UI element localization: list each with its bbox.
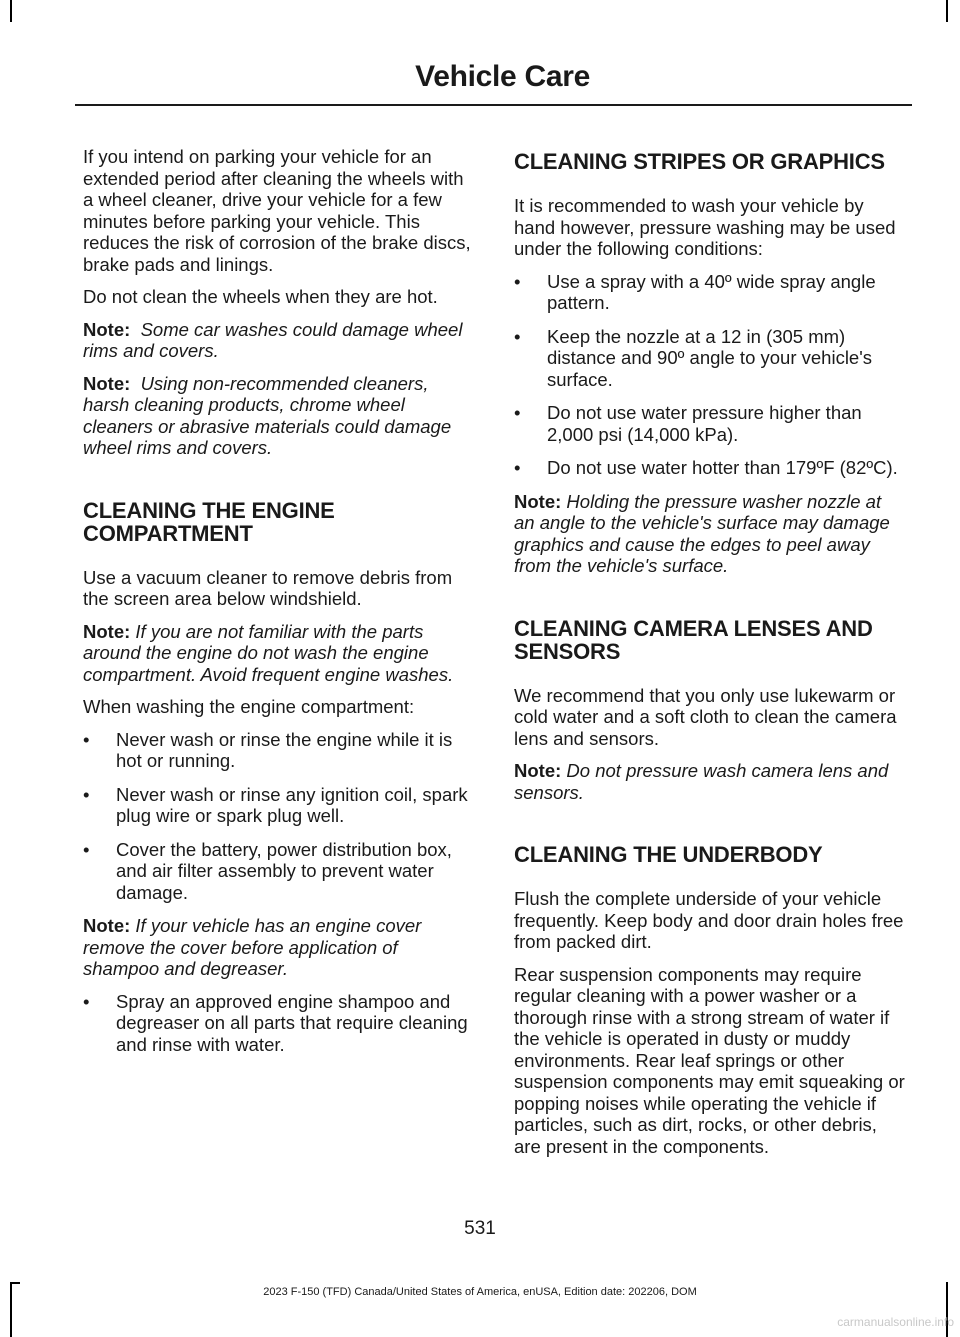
- note-label: Note:: [83, 372, 131, 394]
- note-text: If your vehicle has an engine cover remove the cover before application of shampoo and degreaser.: [83, 915, 422, 979]
- list-item: • Keep the nozzle at a 12 in (305 mm) distance and 90º angle to your vehicle's surface.: [514, 326, 906, 391]
- intro-paragraph: If you intend on parking your vehicle for an extended period after cleaning the wheels with a wheel cleaner, drive your vehicle for a few minutes before parking your vehicle. This reduces the risk of corrosion of the brake discs, brake pads and linings.: [83, 146, 471, 275]
- paragraph: When washing the engine compartment:: [83, 696, 415, 717]
- section-heading-stripes: CLEANING STRIPES OR GRAPHICS: [514, 149, 885, 174]
- section-heading-engine: CLEANING THE ENGINE COMPARTMENT: [83, 497, 335, 546]
- note: [83, 373, 475, 459]
- note-text: Do not pressure wash camera lens and sensors.: [514, 760, 889, 803]
- note-text: If you are not familiar with the parts around the engine do not wash the engine compartment. Avoid frequent engine washes.: [83, 620, 454, 685]
- page-title: Vehicle Care: [415, 60, 590, 93]
- section-heading-underbody: CLEANING THE UNDERBODY: [514, 842, 823, 867]
- list-item: • Do not use water pressure higher than 2,000 psi (14,000 kPa).: [514, 402, 906, 445]
- paragraph: It is recommended to wash your vehicle by hand however, pressure washing may be used under the following conditions:: [514, 195, 896, 259]
- note-text: Using non-recommended cleaners, harsh cleaning products, chrome wheel cleaners or abrasive materials could damage wheel rims and covers.: [83, 372, 452, 458]
- note: [514, 491, 906, 577]
- note-text: Some car washes could damage wheel rims and covers.: [83, 318, 463, 361]
- right-column: [514, 146, 906, 1168]
- watermark: carmanualsonline.info: [837, 1315, 954, 1329]
- bullet-list: [83, 729, 475, 904]
- header-divider: [75, 104, 912, 106]
- note-text: Holding the pressure washer nozzle at an angle to the vehicle's surface may damage graphics and cause the edges to peel away from the vehicle's surface.: [514, 490, 890, 576]
- note-label: Note:: [83, 620, 131, 642]
- page-number: 531: [464, 1218, 496, 1239]
- paragraph: Rear suspension components may require regular cleaning with a power washer or a thorough rinse with a strong stream of water if the vehicle is operated in dusty or muddy environments. Rear leaf springs or other suspension components may emit squeaking or popping noises while operating the vehicle if particles, such as dirt, rocks, or other debris, are present in the components.: [514, 963, 905, 1157]
- list-item: • Use a spray with a 40º wide spray angle pattern.: [514, 271, 906, 314]
- section-heading-camera: CLEANING CAMERA LENSES AND SENSORS: [514, 615, 873, 664]
- note: [83, 621, 475, 686]
- paragraph: Flush the complete underside of your vehicle frequently. Keep body and door drain holes free from packed dirt.: [514, 888, 904, 952]
- list-item: • Never wash or rinse the engine while it is hot or running.: [83, 729, 475, 772]
- crop-mark-top-left: [10, 0, 12, 22]
- crop-mark-bottom-left-h: [10, 1282, 20, 1284]
- left-column: [83, 146, 475, 1067]
- note-label: Note:: [83, 915, 131, 936]
- list-item: • Do not use water hotter than 179ºF (82ºC).: [514, 457, 906, 479]
- footer-edition-info: 2023 F-150 (TFD) Canada/United States of America, enUSA, Edition date: 202206, DOM: [263, 1286, 697, 1298]
- bullet-list: [83, 991, 475, 1056]
- list-item: • Never wash or rinse any ignition coil, spark plug wire or spark plug well.: [83, 784, 475, 827]
- note-label: Note:: [514, 760, 562, 781]
- paragraph: We recommend that you only use lukewarm or cold water and a soft cloth to clean the camera lens and sensors.: [514, 684, 897, 749]
- note: [83, 915, 475, 980]
- paragraph: Use a vacuum cleaner to remove debris from the screen area below windshield.: [83, 566, 453, 609]
- note: [83, 319, 475, 362]
- crop-mark-top-right: [946, 0, 948, 22]
- note-label: Note:: [83, 318, 131, 340]
- list-item: • Cover the battery, power distribution box, and air filter assembly to prevent water damage.: [83, 839, 475, 904]
- note: [514, 760, 906, 803]
- bullet-list: [514, 271, 906, 479]
- note-label: Note:: [514, 490, 562, 512]
- list-item: • Spray an approved engine shampoo and degreaser on all parts that require cleaning and rinse with water.: [83, 991, 475, 1056]
- intro-paragraph: Do not clean the wheels when they are hot.: [83, 286, 438, 307]
